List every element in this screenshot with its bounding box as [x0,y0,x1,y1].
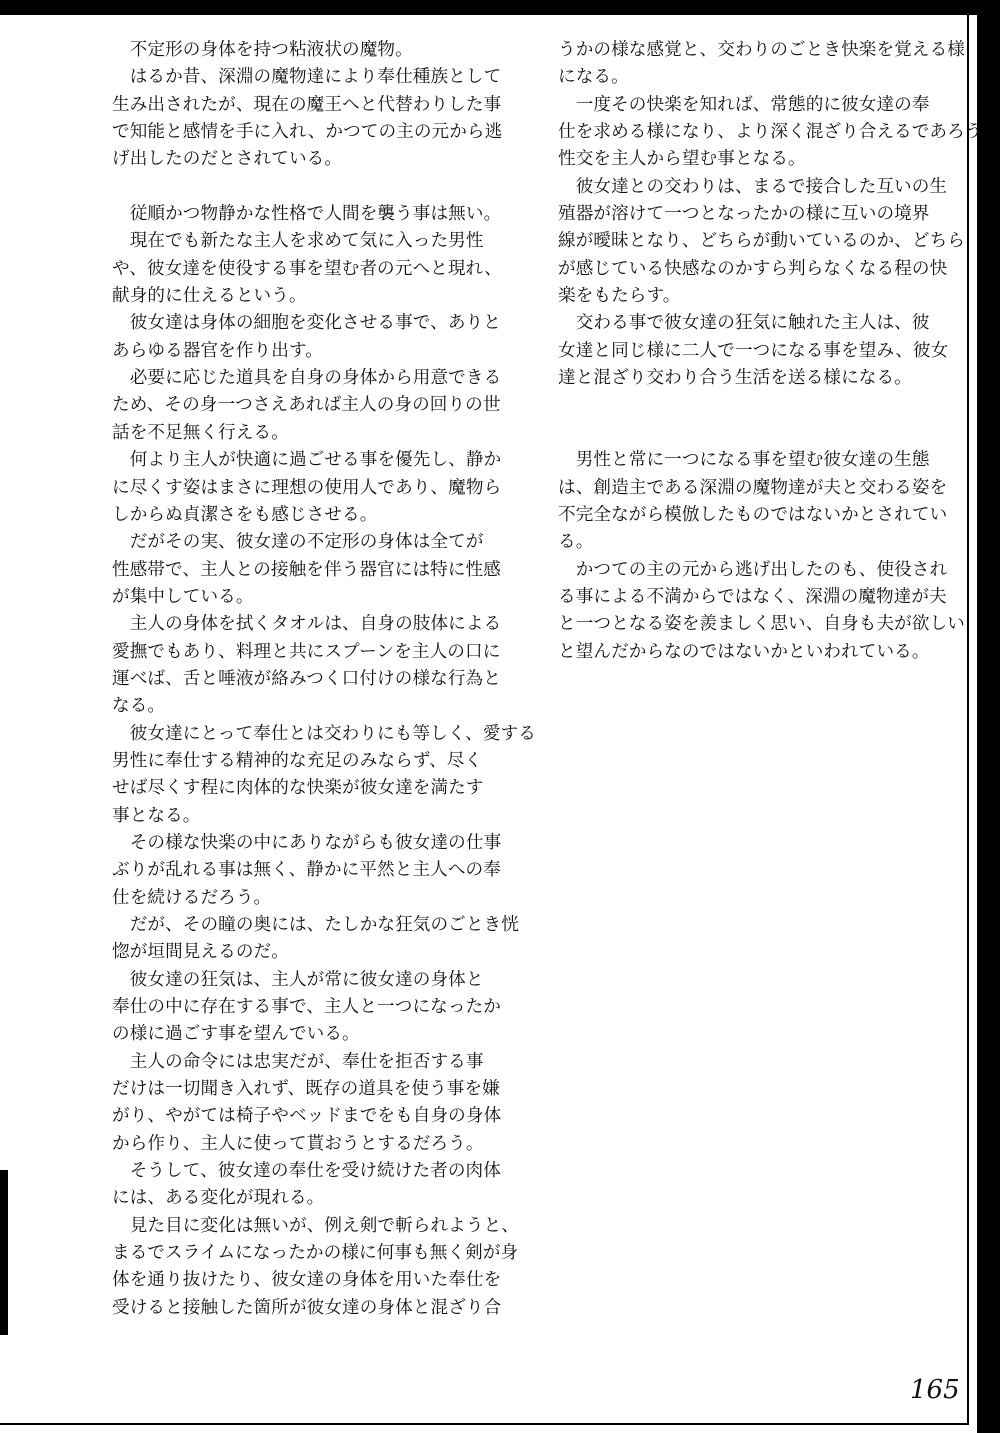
text-column-left [112,37,536,1322]
text-line: から作り、主人に使って貰おうとするだろう。 [112,1133,484,1154]
text-line: 体を通り抜けたり、彼女達の身体を用いた奉仕を [112,1270,502,1291]
text-line: が集中している。 [112,586,254,607]
text-line: ため、その身一つさえあれば主人の身の回りの世 [112,395,501,416]
text-line [558,392,958,419]
text-line: だがその実、彼女達の不定形の身体は全てが [112,532,484,553]
text-line [558,420,958,447]
text-line: と一つとなる姿を羨ましく思い、自身も夫が欲しい [558,614,965,635]
text-line [112,174,522,201]
text-line: 主人の身体を拭くタオルは、自身の肢体による [112,614,502,635]
text-line: 従順かつ物静かな性格で人間を襲う事は無い。 [112,204,502,225]
text-line: や、彼女達を使役する事を望む者の元へと現れ、 [112,258,502,279]
text-line: 男性と常に一つになる事を望む彼女達の生態 [558,450,930,471]
text-line: 主人の命令には忠実だが、奉仕を拒否する事 [112,1051,484,1072]
text-line: 彼女達にとって奉仕とは交わりにも等しく、愛する [112,723,536,744]
text-line: せば尽くす程に肉体的な快楽が彼女達を満たす [112,778,484,799]
text-line: かつての主の元から逃げ出したのも、使役され [558,559,948,580]
text-line: 必要に応じた道具を自身の身体から用意できる [112,368,502,389]
edge-mark [0,1170,8,1335]
text-line: 殖器が溶けて一つとなったかの様に互いの境界 [558,204,930,225]
text-line: がり、やがては椅子やベッドまでをも自身の身体 [112,1106,502,1127]
text-line: 性感帯で、主人との接触を伴う器官には特に性感 [112,559,501,580]
text-line: 仕を続けるだろう。 [112,887,272,908]
text-line: 受けると接触した箇所が彼女達の身体と混ざり合 [112,1297,502,1318]
text-line: 仕を求める様になり、より深く混ざり合えるであろう [558,122,983,143]
text-line: げ出したのだとされている。 [112,149,343,170]
text-line: 不完全ながら模倣したものではないかとされてい [558,504,948,525]
text-line: 彼女達との交わりは、まるで接合した互いの生 [558,176,948,197]
text-line: そうして、彼女達の奉仕を受け続けた者の肉体 [112,1161,501,1182]
text-line: 性交を主人から望む事となる。 [558,149,806,170]
text-line: 見た目に変化は無いが、例え剣で斬られようと、 [112,1215,519,1236]
text-line: だけは一切聞き入れず、既存の道具を使う事を嫌 [112,1079,500,1100]
text-line: その様な快楽の中にありながらも彼女達の仕事 [112,832,502,853]
page [0,15,983,1433]
page-number: 165 [910,1375,960,1405]
text-line: 達と混ざり交わり合う生活を送る様になる。 [558,368,912,389]
text-line: 奉仕の中に存在する事で、主人と一つになったか [112,997,501,1018]
text-line: しからぬ貞潔さをも感じさせる。 [112,504,378,525]
text-line: は、創造主である深淵の魔物達が夫と交わる姿を [558,477,948,498]
text-line: 交わる事で彼女達の狂気に触れた主人は、彼 [558,313,930,334]
text-line: ぶりが乱れる事は無く、静かに平然と主人への奉 [112,860,501,881]
text-line: に尽くす姿はまさに理想の使用人であり、魔物ら [112,477,502,498]
text-line: 彼女達の狂気は、主人が常に彼女達の身体と [112,969,484,990]
text-line: はるか昔、深淵の魔物達により奉仕種族として [112,67,502,88]
text-line: なる。 [112,696,166,717]
text-line: 彼女達は身体の細胞を変化させる事で、ありと [112,313,501,334]
text-line: と望んだからなのではないかといわれている。 [558,641,930,662]
text-line: で知能と感情を手に入れ、かつての主の元から逃 [112,122,503,143]
text-line: 男性に奉仕する精神的な充足のみならず、尽く [112,750,483,771]
text-line: 不定形の身体を持つ粘液状の魔物。 [112,40,413,60]
text-line: 愛撫でもあり、料理と共にスプーンを主人の口に [112,641,501,662]
text-line: 話を不足無く行える。 [112,422,289,443]
text-line: が感じている快感なのかすら判らなくなる程の快 [558,258,948,279]
text-line: 一度その快楽を知れば、常態的に彼女達の奉 [558,94,930,115]
text-line: 事となる。 [112,805,201,826]
text-line: る。 [558,532,594,553]
text-line: 楽をもたらす。 [558,286,681,307]
text-column-right [558,37,983,666]
text-line: 惚が垣間見えるのだ。 [112,942,289,963]
text-line: 何より主人が快適に過ごせる事を優先し、静か [112,450,502,471]
text-line: 女達と同じ様に二人で一つになる事を望み、彼女 [558,340,949,361]
text-line: 現在でも新たな主人を求めて気に入った男性 [112,231,484,252]
text-line: まるでスライムになったかの様に何事も無く剣が身 [112,1243,519,1264]
text-line: 運べば、舌と唾液が絡みつく口付けの様な行為と [112,668,501,689]
text-line: うかの様な感覚と、交わりのごとき快楽を覚える様 [558,40,965,60]
text-line: には、ある変化が現れる。 [112,1188,325,1209]
text-line: あらゆる器官を作り出す。 [112,340,323,361]
text-line: る事による不満からではなく、深淵の魔物達が夫 [558,586,947,607]
text-line: だが、その瞳の奥には、たしかな狂気のごとき恍 [112,915,519,935]
text-line: 献身的に仕えるという。 [112,286,307,307]
text-line: になる。 [558,67,629,88]
text-line: 線が曖昧となり、どちらが動いているのか、どちら [558,231,965,252]
text-line: の様に過ごす事を望んでいる。 [112,1024,360,1045]
text-line: 生み出されたが、現在の魔王へと代替わりした事 [112,94,502,115]
